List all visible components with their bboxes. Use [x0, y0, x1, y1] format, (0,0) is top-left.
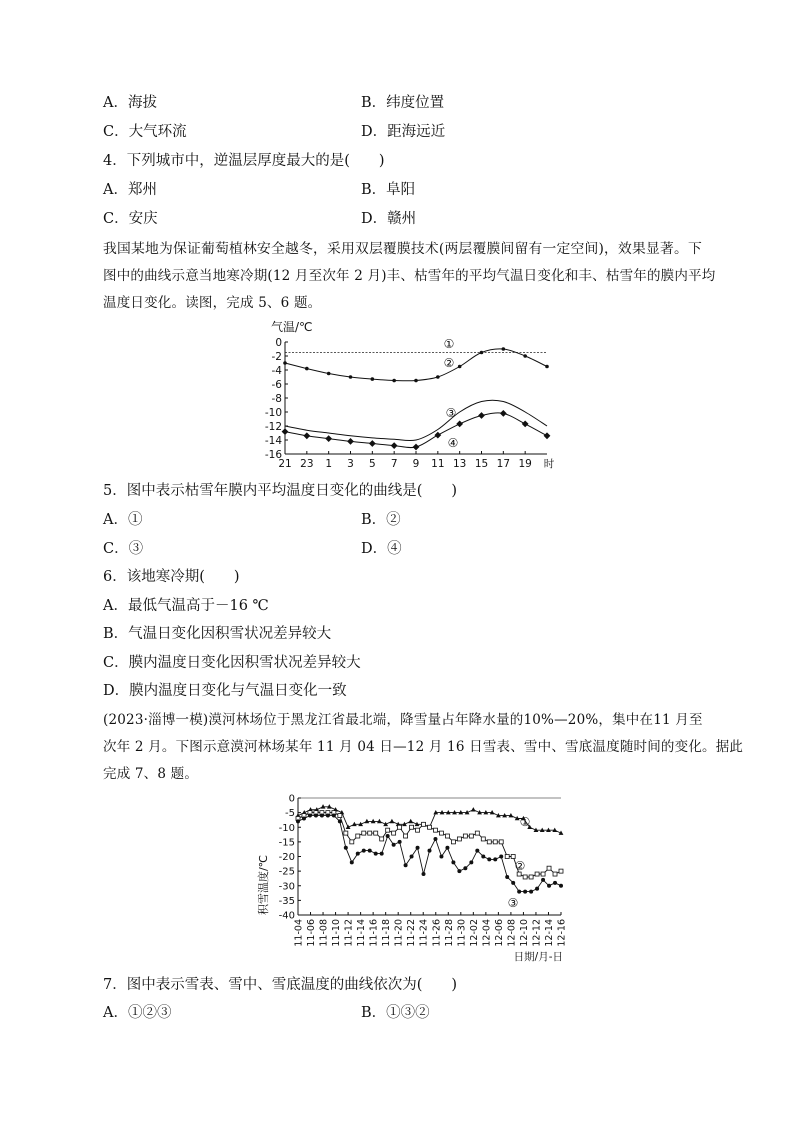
- chart1-ylabel: 气温/℃: [271, 320, 313, 334]
- chart2-point: [535, 872, 539, 876]
- chart1-point: [325, 435, 332, 442]
- q4-option-c: C．安庆: [103, 211, 158, 227]
- chart1-point: [523, 354, 527, 358]
- chart2-xtick-label: 12-12: [531, 919, 543, 947]
- chart1-series-4: [285, 413, 547, 448]
- q7-option-b: B．①③②: [361, 1005, 430, 1021]
- chart2-point: [471, 807, 476, 811]
- chart2-point: [344, 831, 348, 835]
- chart1-ytick-label: -16: [264, 449, 282, 461]
- chart2-point: [547, 866, 551, 870]
- chart2-point: [308, 814, 312, 818]
- chart2-xtick-label: 11-16: [368, 919, 380, 947]
- chart2-point: [517, 890, 521, 894]
- chart1-point: [480, 351, 484, 355]
- chart1-curve-label: ③: [445, 406, 457, 420]
- chart2-point: [493, 840, 497, 844]
- chart1-ytick-label: -2: [271, 351, 282, 363]
- chart1-xtick-label: 17: [496, 458, 511, 470]
- q3-option-c: C．大气环流: [103, 124, 187, 140]
- chart2-point: [463, 834, 467, 838]
- chart1-point: [282, 428, 289, 435]
- chart1-ytick-label: -6: [271, 379, 282, 391]
- chart2-ylabel: 积雪温度/℃: [257, 854, 270, 916]
- chart2-point: [368, 831, 372, 835]
- chart1-xtick-label: 15: [474, 458, 489, 470]
- q5-stem: 5．图中表示枯雪年膜内平均温度日变化的曲线是( ): [103, 483, 458, 499]
- chart2-ytick-label: -25: [278, 866, 295, 878]
- q3-option-a: A．海拔: [103, 95, 157, 111]
- chart2-point: [422, 822, 426, 826]
- chart2-point: [356, 834, 360, 838]
- chart2-point: [559, 869, 563, 873]
- chart1-point: [414, 379, 418, 383]
- chart2-point: [416, 828, 420, 832]
- chart2-point: [390, 819, 395, 823]
- chart1-xtick-label: 5: [368, 458, 376, 470]
- chart2-point: [523, 875, 527, 879]
- chart2-point: [547, 884, 551, 888]
- chart1-curve-label: ④: [447, 436, 459, 450]
- chart2-point: [392, 831, 396, 835]
- chart2-point: [511, 855, 515, 859]
- chart2-point: [445, 846, 449, 850]
- chart2-point: [553, 881, 557, 885]
- chart1-point: [349, 375, 353, 379]
- passage1-line1: 我国某地为保证葡萄植林安全越冬，采用双层覆膜技术(两层覆膜间留有一定空间)，效果显著。下: [103, 241, 703, 257]
- chart2-point: [398, 825, 402, 829]
- chart1-ytick-label: -12: [264, 421, 282, 433]
- chart2-curve-label: ③: [507, 896, 519, 910]
- chart2-ytick-label: -20: [278, 852, 295, 863]
- q6-stem: 6．该地寒冷期( ): [103, 569, 240, 585]
- chart2-point: [541, 872, 545, 876]
- q7-option-a: A．①②③: [103, 1005, 172, 1021]
- chart2-point: [439, 831, 443, 835]
- chart2-point: [416, 846, 420, 850]
- chart1-xtick-label: 1: [325, 458, 333, 470]
- chart2-ytick-label: -30: [278, 881, 295, 893]
- passage2-line3: 完成 7、8 题。: [103, 766, 199, 782]
- chart2-point: [505, 875, 509, 879]
- passage1-line3: 温度日变化。读图，完成 5、6 题。: [103, 295, 322, 311]
- chart2-point: [392, 843, 396, 847]
- chart1-curve-label: ①: [443, 337, 455, 351]
- chart2-point: [451, 840, 455, 844]
- chart2-point: [362, 849, 366, 853]
- chart2-point: [553, 872, 557, 876]
- q7-stem: 7．图中表示雪表、雪中、雪底温度的曲线依次为( ): [103, 977, 458, 993]
- chart2-point: [481, 855, 485, 859]
- chart2-xtick-label: 11-08: [318, 919, 330, 947]
- chart2-point: [487, 857, 491, 861]
- chart1-point: [500, 410, 507, 417]
- chart2-point: [398, 840, 402, 844]
- chart2-point: [386, 834, 390, 838]
- chart2-point: [362, 831, 366, 835]
- chart1-ytick-label: 0: [275, 337, 282, 349]
- chart2-xtick-label: 12-02: [468, 919, 480, 947]
- chart1-point: [413, 444, 420, 451]
- chart1-xtick-label: 23: [300, 458, 314, 470]
- chart2-point: [535, 887, 539, 891]
- chart2-xtick-label: 11-04: [293, 919, 305, 947]
- chart2-xtick-label: 11-10: [331, 919, 343, 947]
- chart2-point: [320, 814, 324, 818]
- passage1-line2: 图中的曲线示意当地寒冷期(12 月至次年 2 月)丰、枯雪年的平均气温日变化和丰、枯雪年的膜内平均: [103, 268, 716, 284]
- chart1-point: [327, 372, 331, 376]
- chart2-point: [439, 855, 443, 859]
- chart2-point: [499, 840, 503, 844]
- chart2-point: [541, 878, 545, 882]
- chart2-point: [380, 852, 384, 856]
- chart2-point: [326, 814, 330, 818]
- q6-option-b: B．气温日变化因积雪状况差异较大: [103, 626, 332, 642]
- q6-option-a: A．最低气温高于－16 ℃: [103, 598, 269, 614]
- chart2-point: [529, 890, 533, 894]
- chart2-xtick-label: 12-16: [556, 919, 568, 947]
- chart2-point: [481, 837, 485, 841]
- chart2-xtick-label: 11-26: [431, 919, 443, 947]
- chart2-point: [433, 828, 437, 832]
- q5-option-b: B．②: [361, 512, 401, 528]
- chart2-point: [511, 881, 515, 885]
- chart1-xtick-label: 时: [543, 458, 555, 470]
- chart1-xtick-label: 19: [518, 458, 532, 470]
- chart2-ytick-label: -5: [285, 808, 295, 820]
- chart2-point: [463, 866, 467, 870]
- chart2-point: [332, 814, 336, 818]
- chart2-point: [408, 819, 413, 823]
- chart2-point: [404, 863, 408, 867]
- chart2-point: [559, 884, 563, 888]
- chart2-point: [428, 849, 432, 853]
- chart1-ytick-label: -8: [271, 393, 282, 405]
- q6-option-d: D．膜内温度日变化与气温日变化一致: [103, 683, 347, 699]
- chart2-xtick-label: 11-18: [381, 919, 393, 947]
- chart1-point: [371, 377, 375, 381]
- chart2-point: [457, 869, 461, 873]
- chart2-point: [314, 814, 318, 818]
- q5-option-c: C．③: [103, 541, 144, 557]
- chart1-point: [391, 442, 398, 449]
- chart2-point: [350, 860, 354, 864]
- chart2-xtick-label: 11-06: [306, 919, 318, 947]
- chart2-point: [380, 837, 384, 841]
- chart2-point: [338, 814, 342, 818]
- chart1-point: [456, 421, 463, 428]
- chart2-point: [505, 855, 509, 859]
- chart2-point: [487, 840, 491, 844]
- chart2-point: [428, 825, 432, 829]
- q4-option-b: B．阜阳: [361, 182, 416, 198]
- chart1-xtick-label: 7: [390, 458, 398, 470]
- q4-option-d: D．赣州: [361, 211, 417, 227]
- chart1-xtick-label: 9: [412, 458, 420, 470]
- chart2-xtick-label: 11-28: [443, 919, 455, 947]
- q4-stem: 4．下列城市中，逆温层厚度最大的是( ): [103, 153, 385, 169]
- chart2-xtick-label: 11-14: [356, 919, 368, 947]
- chart2-point: [445, 834, 449, 838]
- chart1-series-3: [285, 400, 547, 440]
- chart2-point: [350, 840, 354, 844]
- chart2-point: [475, 831, 479, 835]
- q4-option-a: A．郑州: [103, 182, 157, 198]
- chart2-curve-label: ①: [519, 815, 531, 829]
- chart2-point: [475, 849, 479, 853]
- chart2-point: [469, 860, 473, 864]
- q5-option-d: D．④: [361, 541, 402, 557]
- chart1-point: [436, 375, 440, 379]
- chart2-point: [386, 828, 390, 832]
- chart1-point: [478, 412, 485, 419]
- q3-option-b: B．纬度位置: [361, 95, 445, 111]
- chart2-point: [469, 834, 473, 838]
- chart2-ytick-label: -40: [278, 910, 295, 922]
- chart2-ytick-label: 0: [288, 793, 295, 805]
- chart2-xtick-label: 12-08: [506, 919, 518, 947]
- chart2-point: [338, 819, 342, 823]
- chart1-point: [303, 432, 310, 439]
- chart2-xtick-label: 11-24: [418, 919, 430, 947]
- q6-option-c: C．膜内温度日变化因积雪状况差异较大: [103, 655, 361, 671]
- chart1-xtick-label: 21: [278, 458, 292, 470]
- chart2: [255, 790, 575, 965]
- chart2-point: [356, 852, 360, 856]
- chart2-xtick-label: 12-04: [481, 919, 493, 947]
- chart2-point: [302, 816, 306, 820]
- chart2-xtick-label: 12-10: [518, 919, 530, 947]
- chart2-point: [368, 849, 372, 853]
- chart2-point: [374, 852, 378, 856]
- chart2-point: [410, 825, 414, 829]
- chart1-point: [502, 347, 506, 351]
- chart1-point: [434, 432, 441, 439]
- chart2-point: [344, 846, 348, 850]
- chart2-point: [457, 837, 461, 841]
- chart1-series-2: [285, 349, 547, 381]
- chart2-xtick-label: 11-22: [406, 919, 418, 947]
- passage2-line1: (2023·淄博一模)漠河林场位于黑龙江省最北端，降雪量占年降水量的10%—20%，集中在11 月至: [103, 712, 703, 728]
- chart2-point: [451, 860, 455, 864]
- chart1-point: [283, 361, 287, 365]
- q3-option-d: D．距海远近: [361, 124, 446, 140]
- chart1: [255, 318, 575, 476]
- chart1-ytick-label: -4: [271, 365, 282, 377]
- chart2-ytick-label: -15: [278, 837, 295, 849]
- chart1-point: [347, 438, 354, 445]
- chart1-ytick-label: -14: [264, 435, 282, 447]
- chart2-point: [410, 855, 414, 859]
- chart2-xtick-label: 12-06: [493, 919, 505, 947]
- chart1-point: [369, 440, 376, 447]
- chart2-ytick-label: -35: [278, 895, 295, 907]
- chart2-point: [493, 857, 497, 861]
- chart1-point: [392, 379, 396, 383]
- chart1-xtick-label: 3: [347, 458, 354, 470]
- chart1-xtick-label: 11: [431, 458, 445, 470]
- chart2-point: [433, 837, 437, 841]
- chart2-xtick-label: 11-20: [393, 919, 405, 947]
- chart1-point: [305, 367, 309, 371]
- chart1-point: [545, 365, 549, 369]
- chart2-xtick-label: 11-30: [456, 919, 468, 947]
- chart2-point: [529, 875, 533, 879]
- chart2-ytick-label: -10: [278, 822, 295, 834]
- chart2-point: [523, 890, 527, 894]
- chart2-xlabel: 日期/月-日: [513, 951, 563, 963]
- passage2-line2: 次年 2 月。下图示意漠河林场某年 11 月 04 日—12 月 16 日雪表、雪中、雪底温度随时间的变化。据此: [103, 739, 744, 755]
- chart2-xtick-label: 12-14: [543, 919, 555, 947]
- chart2-point: [296, 819, 300, 823]
- chart2-xtick-label: 11-12: [343, 919, 355, 947]
- chart1-curve-label: ②: [443, 356, 455, 370]
- chart1-point: [458, 365, 462, 369]
- chart2-curve-label: ②: [514, 859, 526, 873]
- chart1-xtick-label: 13: [452, 458, 467, 470]
- chart2-point: [374, 831, 378, 835]
- chart2-point: [499, 855, 503, 859]
- q5-option-a: A．①: [103, 512, 143, 528]
- chart1-point: [522, 421, 529, 428]
- chart2-point: [404, 834, 408, 838]
- chart2-point: [422, 872, 426, 876]
- chart1-ytick-label: -10: [264, 407, 282, 419]
- chart1-point: [544, 432, 551, 439]
